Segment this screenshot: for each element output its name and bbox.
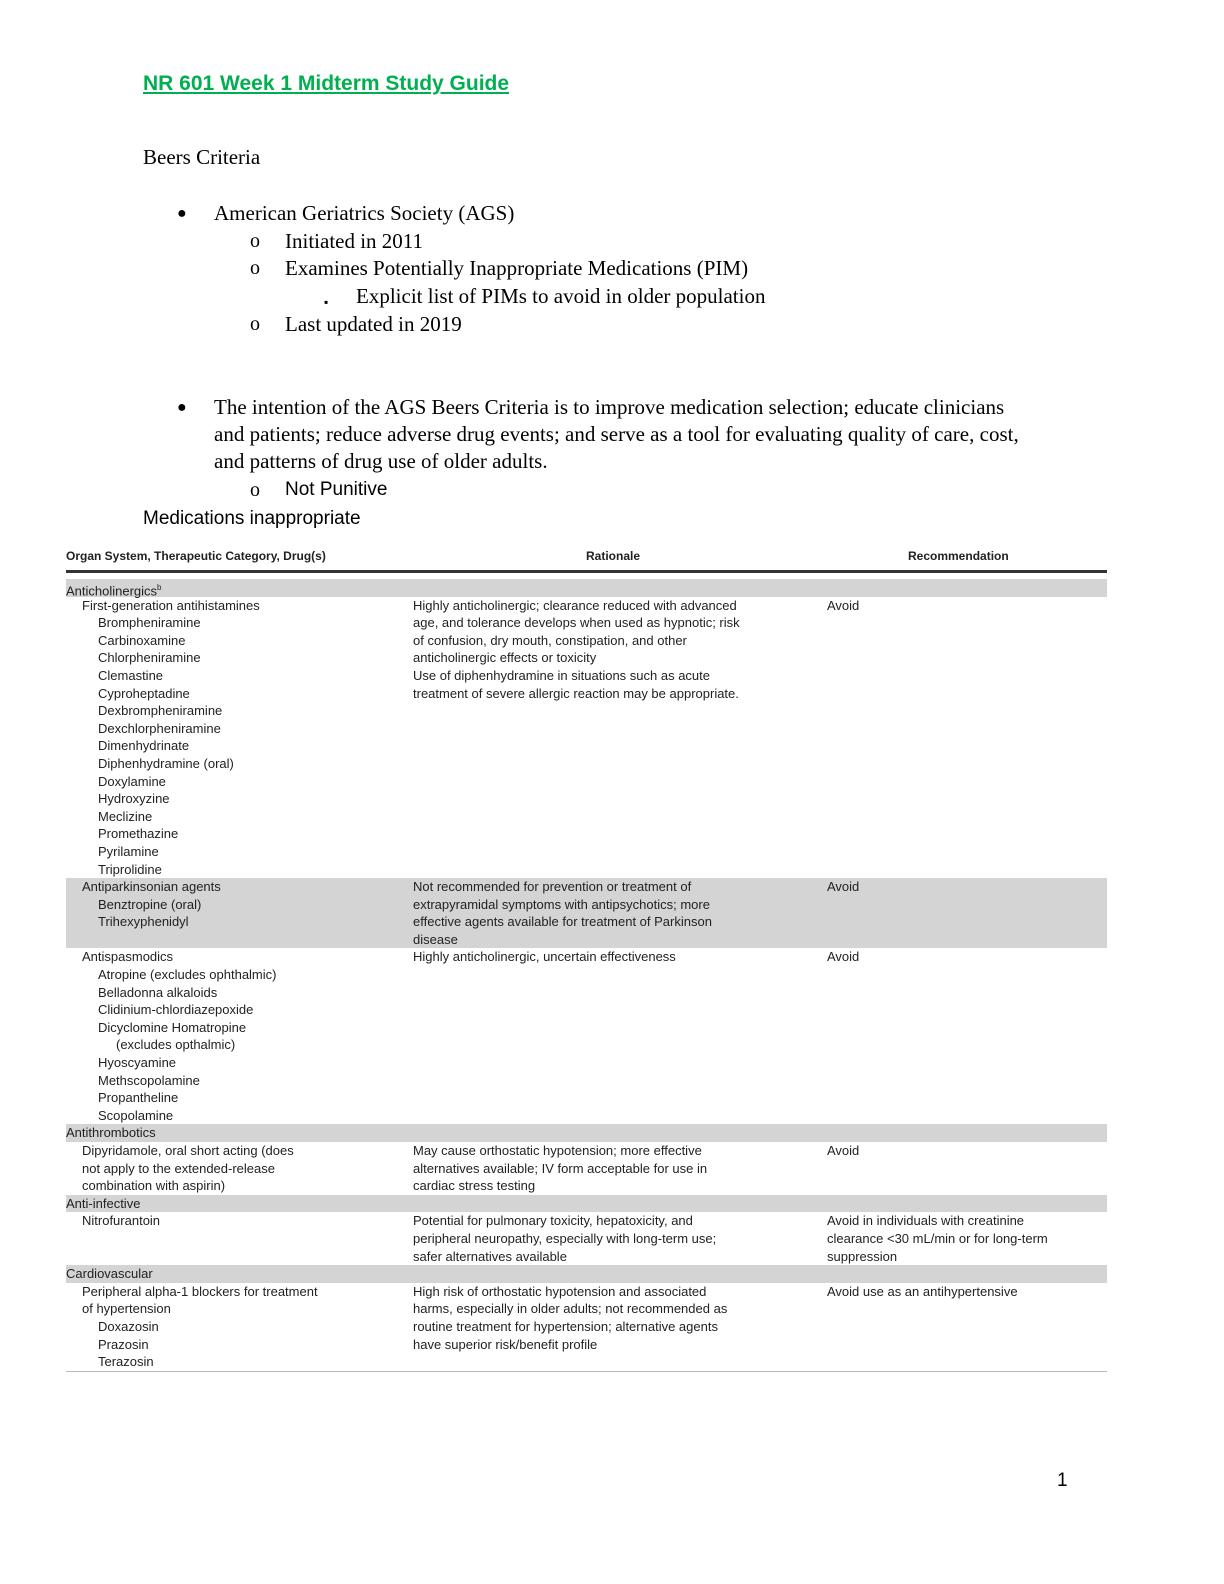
rationale-line: anticholinergic effects or toxicity <box>413 650 597 666</box>
rationale-line: peripheral neuropathy, especially with long-term use; <box>413 1230 717 1246</box>
medications-label: Medications inappropriate <box>143 508 361 529</box>
rationale-line: age, and tolerance develops when used as hypnotic; risk <box>413 615 740 631</box>
drug-name: Benztropine (oral) <box>98 896 202 912</box>
drug-name: Dimenhydrinate <box>98 738 190 754</box>
drug-name: Atropine (excludes ophthalmic) <box>98 967 277 983</box>
drug-name: Carbinoxamine <box>98 632 186 648</box>
table-bottom-rule <box>66 1371 1107 1372</box>
drug-name: Hydroxyzine <box>98 791 170 807</box>
recommendation: Avoid in individuals with creatinine <box>827 1213 1025 1229</box>
header-rule <box>66 570 1107 573</box>
rationale-line: alternatives available; IV form acceptable for use in <box>413 1160 708 1176</box>
drug-name: Triprolidine <box>98 861 162 877</box>
recommendation: Avoid <box>827 597 860 613</box>
recommendation: Avoid <box>827 949 860 965</box>
circle-marker: o <box>250 313 260 335</box>
rationale-line: Highly anticholinergic, uncertain effectiveness <box>413 949 676 965</box>
table-row <box>66 597 1107 879</box>
drug-name: Trihexyphenidyl <box>98 914 189 930</box>
drug-name: (excludes opthalmic) <box>116 1037 236 1053</box>
rationale-line: extrapyramidal symptoms with antipsychotics; more <box>413 896 710 912</box>
drug-name: Meclizine <box>98 808 153 824</box>
circle-marker: o <box>250 479 260 501</box>
square-marker: ▪ <box>324 295 329 309</box>
drug-group: Antispasmodics <box>82 949 174 965</box>
section-heading: Beers Criteria <box>143 145 261 169</box>
circle-marker: o <box>250 230 260 252</box>
rationale-line: Not recommended for prevention or treatment of <box>413 879 692 895</box>
drug-group: not apply to the extended-release <box>82 1160 275 1176</box>
rationale-line: cardiac stress testing <box>413 1178 536 1194</box>
drug-name: Hyoscyamine <box>98 1055 177 1071</box>
bullet-initiated: o Initiated in 2011 <box>250 229 424 253</box>
drug-group: Nitrofurantoin <box>82 1213 161 1229</box>
drug-name: Cyproheptadine <box>98 685 190 701</box>
table-row <box>66 948 1107 1124</box>
beers-table <box>66 546 1107 1372</box>
rationale-line: High risk of orthostatic hypotension and associated <box>413 1283 707 1299</box>
drug-name: Pyrilamine <box>98 843 159 859</box>
recommendation: Avoid <box>827 879 860 895</box>
recommendation: Avoid <box>827 1143 860 1158</box>
rationale-line: Use of diphenhydramine in situations such as acute <box>413 667 711 683</box>
header-recommendation: Recommendation <box>908 549 1009 563</box>
rationale-line: May cause orthostatic hypotension; more effective <box>413 1143 702 1158</box>
rationale-line: effective agents available for treatment of Parkinson <box>413 914 712 930</box>
bullet-updated: o Last updated in 2019 <box>250 312 462 336</box>
drug-name: Scopolamine <box>98 1107 174 1123</box>
rationale-line: Highly anticholinergic; clearance reduced with advanced <box>413 597 737 613</box>
table-row <box>66 1212 1107 1265</box>
drug-name: Promethazine <box>98 826 179 842</box>
rationale-line: safer alternatives available <box>413 1248 567 1264</box>
rationale-line: treatment of severe allergic reaction may be appropriate. <box>413 685 739 701</box>
page-number: 1 <box>1057 1470 1068 1491</box>
header-drug: Organ System, Therapeutic Category, Drug(s) <box>66 549 326 563</box>
drug-name: Doxylamine <box>98 773 166 789</box>
bullet-marker: ● <box>177 399 187 416</box>
drug-name: Methscopolamine <box>98 1072 200 1088</box>
drug-name: Diphenhydramine (oral) <box>98 755 234 771</box>
drug-name: Brompheniramine <box>98 615 201 631</box>
bullet-marker: ● <box>177 205 187 222</box>
rationale-line: have superior risk/benefit profile <box>413 1336 598 1352</box>
rationale-line: routine treatment for hypertension; alternative agents <box>413 1318 718 1334</box>
bullet-examines: o Examines Potentially Inappropriate Medications (PIM) <box>250 256 749 280</box>
drug-name: Chlorpheniramine <box>98 650 201 666</box>
drug-group: combination with aspirin) <box>82 1178 226 1194</box>
category-anti-infective: Anti-infective <box>66 1195 1107 1213</box>
drug-group: of hypertension <box>82 1301 171 1317</box>
drug-group: First-generation antihistamines <box>82 597 260 613</box>
bullet-intention: ● The intention of the AGS Beers Criteria is to improve medication selection; educate clinicians and patients; reduce adverse drug events; and serve as a tool for evaluating quality of care, cost, and patterns of drug use of older adults. <box>177 395 1019 473</box>
header-rationale: Rationale <box>586 549 641 563</box>
drug-name: Doxazosin <box>98 1318 159 1334</box>
recommendation: suppression <box>827 1248 898 1264</box>
page-title: NR 601 Week 1 Midterm Study Guide <box>143 72 510 95</box>
bullet-not-punitive: o Not Punitive <box>285 477 387 503</box>
table-row <box>66 1142 1107 1195</box>
drug-name: Terazosin <box>98 1354 154 1370</box>
category-anticholinergics: Anticholinergics$^b$ <box>66 579 1107 597</box>
table-row <box>66 1283 1107 1371</box>
table-header <box>66 546 1107 570</box>
drug-name: Prazosin <box>98 1336 149 1352</box>
drug-group: Dipyridamole, oral short acting (does <box>82 1143 294 1158</box>
drug-group: Antiparkinsonian agents <box>82 879 221 895</box>
recommendation: Avoid use as an antihypertensive <box>827 1283 1018 1299</box>
drug-name: Propantheline <box>98 1090 179 1106</box>
bullet-explicit: ▪ Explicit list of PIMs to avoid in older population <box>356 283 765 310</box>
rationale-line: of confusion, dry mouth, constipation, and other <box>413 632 687 648</box>
bullet-ags: ● American Geriatrics Society (AGS) <box>177 201 515 225</box>
rationale-line: Potential for pulmonary toxicity, hepatoxicity, and <box>413 1213 693 1229</box>
circle-marker: o <box>250 257 260 279</box>
recommendation: clearance <30 mL/min or for long-term <box>827 1230 1048 1246</box>
drug-name: Clemastine <box>98 667 164 683</box>
category-antithrombotics: Antithrombotics <box>66 1124 1107 1142</box>
table-row <box>66 878 1107 948</box>
drug-name: Clidinium-chlordiazepoxide <box>98 1002 254 1018</box>
category-cardiovascular: Cardiovascular <box>66 1265 1107 1283</box>
rationale-line: harms, especially in older adults; not recommended as <box>413 1301 728 1317</box>
drug-group: Peripheral alpha-1 blockers for treatment <box>82 1283 318 1299</box>
drug-name: Dicyclomine Homatropine <box>98 1019 247 1035</box>
drug-name: Belladonna alkaloids <box>98 984 218 1000</box>
drug-name: Dexbrompheniramine <box>98 703 223 719</box>
rationale-line: disease <box>413 931 458 947</box>
drug-name: Dexchlorpheniramine <box>98 720 221 736</box>
